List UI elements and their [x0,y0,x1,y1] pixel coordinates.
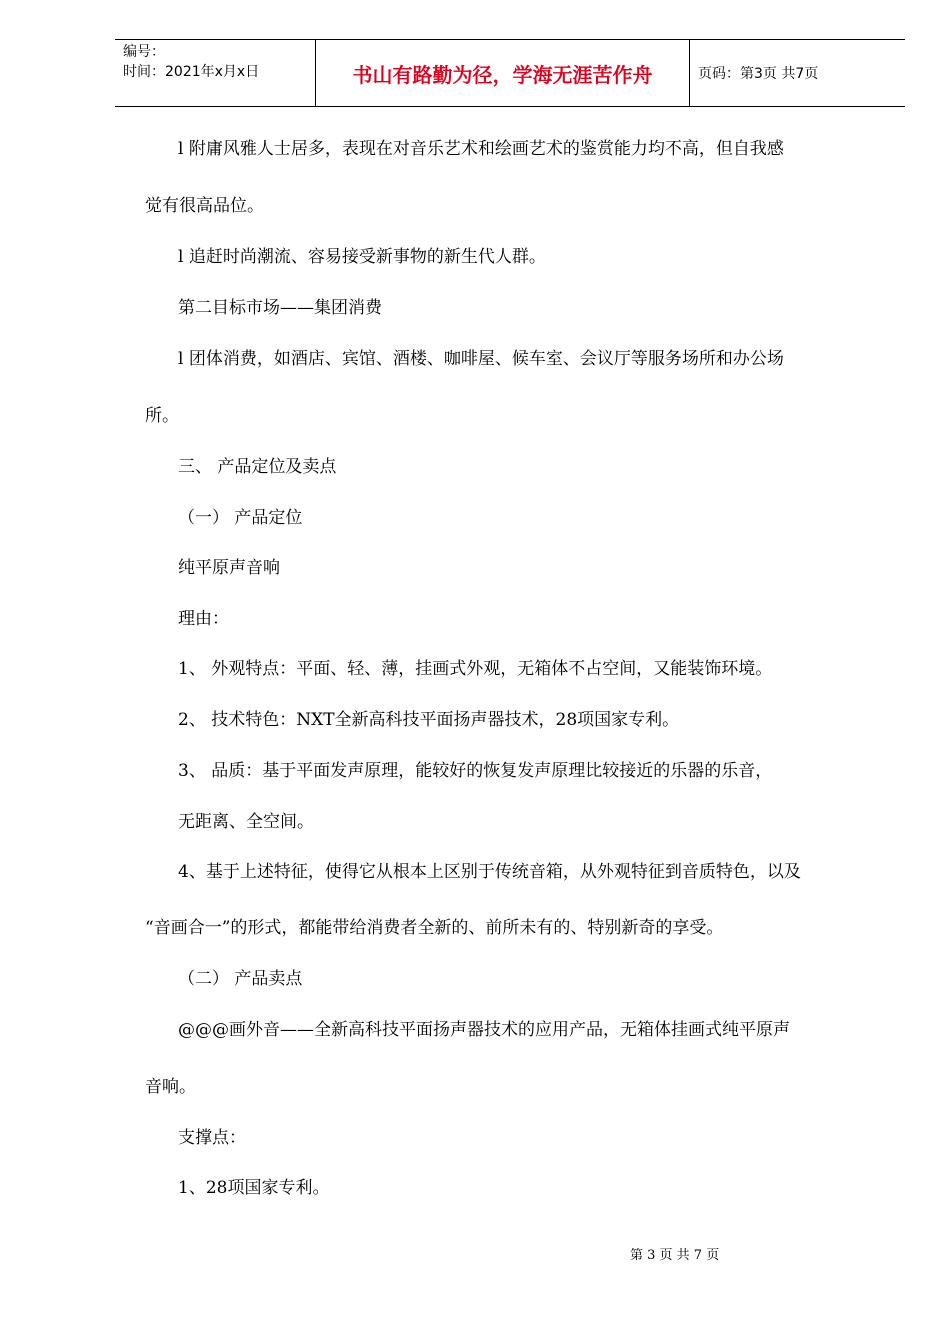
body-line: 理由： [178,609,229,629]
body-line: 无距离、全空间。 [178,812,314,832]
body-line: 1、28项国家专利。 [178,1178,330,1198]
body-line: 第二目标市场——集团消费 [178,298,382,318]
body-line: 所。 [145,406,179,426]
page-header [115,39,905,107]
time-label: 时间：2021年x月x日 [123,64,260,80]
header-motto-cell [316,40,690,106]
header-meta [115,40,316,106]
motto-text: 书山有路勤为径，学海无涯苦作舟 [352,62,653,87]
body-line: l 附庸风雅人士居多，表现在对音乐艺术和绘画艺术的鉴赏能力均不高，但自我感 [178,139,784,159]
body-line: “音画合一”的形式，都能带给消费者全新的、前所未有的、特别新奇的享受。 [145,918,724,938]
header-page-code [698,40,905,106]
body-line: 2、 技术特色：NXT全新高科技平面扬声器技术，28项国家专利。 [178,710,680,730]
body-line: 1、 外观特点：平面、轻、薄，挂画式外观，无箱体不占空间，又能装饰环境。 [178,659,773,679]
body-line: l 团体消费，如酒店、宾馆、酒楼、咖啡屋、候车室、会议厅等服务场所和办公场 [178,349,784,369]
body-line: 纯平原声音响 [178,558,280,578]
section-heading: 三、 产品定位及卖点 [178,457,337,477]
page-code-text: 页码：第3页 共7页 [698,66,819,82]
page-footer: 第 3 页 共 7 页 [630,1248,720,1263]
body-line: 音响。 [145,1077,196,1097]
body-line: 支撑点： [178,1128,246,1148]
subsection-heading: （二） 产品卖点 [178,969,303,989]
body-line: 觉有很高品位。 [145,196,264,216]
body-line: 3、 品质：基于平面发声原理，能较好的恢复发声原理比较接近的乐器的乐音， [178,761,773,781]
body-line: @@@画外音——全新高科技平面扬声器技术的应用产品，无箱体挂画式纯平原声 [178,1020,790,1040]
body-line: l 追赶时尚潮流、容易接受新事物的新生代人群。 [178,247,546,267]
body-line: 4、基于上述特征，使得它从根本上区别于传统音箱，从外观特征到音质特色，以及 [178,862,801,882]
subsection-heading: （一） 产品定位 [178,508,303,528]
number-label: 编号： [123,44,165,60]
